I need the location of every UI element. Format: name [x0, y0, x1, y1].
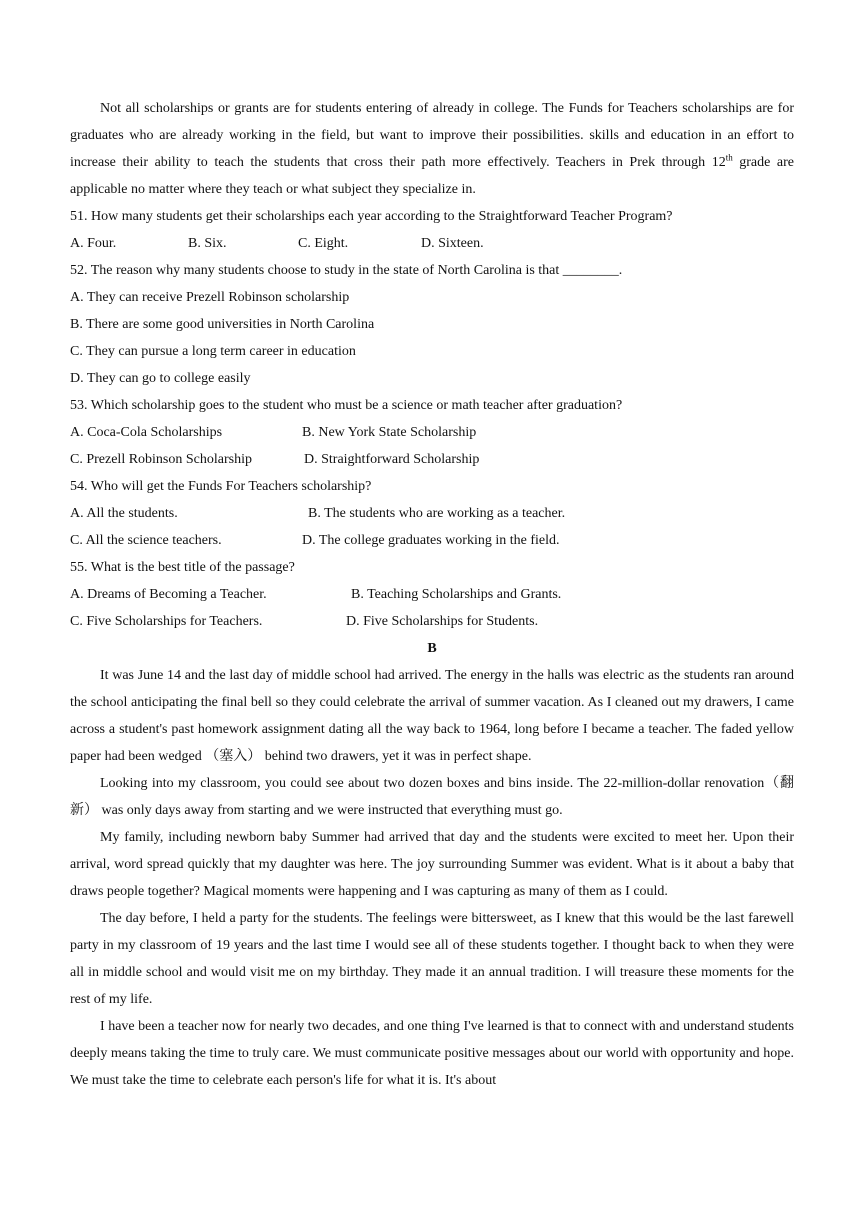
option-c: C. Prezell Robinson Scholarship	[70, 452, 252, 467]
option-row	[70, 608, 794, 635]
document-page	[70, 95, 794, 1094]
option-b: B. There are some good universities in North Carolina	[70, 317, 375, 332]
option-b: B. Six.	[188, 236, 227, 251]
option-a: A. Four.	[70, 236, 117, 251]
passage-paragraph: My family, including newborn baby Summer had arrived that day and the students were excited to meet her. Upon their arrival, word spread quickly that my daughter was here. The joy surrounding Summer was evident. What is it about a baby that draws people together? Magical moments were happening and I was capturing as many of them as I could.	[70, 830, 794, 899]
option-c: C. Five Scholarships for Teachers.	[70, 614, 263, 629]
option-row	[70, 419, 794, 446]
question-stem: 54. Who will get the Funds For Teachers scholarship?	[70, 479, 372, 494]
option-c: C. Eight.	[298, 236, 349, 251]
intro-paragraph	[70, 95, 794, 203]
option-row	[70, 500, 794, 527]
question-stem: 55. What is the best title of the passage?	[70, 560, 295, 575]
section-heading: B	[427, 641, 437, 656]
option-d: D. Sixteen.	[421, 236, 484, 251]
passage-paragraph: The day before, I held a party for the students. The feelings were bittersweet, as I knew that this would be the last farewell party in my classroom of 19 years and the last time I would see all of these students together. I thought back to when they were all in middle school and would visit me on my birthday. They made it an annual tradition. I will treasure these moments for the rest of my life.	[70, 911, 794, 1007]
option-row	[70, 230, 794, 257]
passage-paragraph: Looking into my classroom, you could see about two dozen boxes and bins inside. The 22-million-dollar renovation（翻新） was only days away from starting and we were instructed that everything must go.	[70, 776, 794, 818]
option-b: B. New York State Scholarship	[302, 425, 477, 440]
option-a: A. All the students.	[70, 506, 178, 521]
option-d: D. The college graduates working in the field.	[302, 533, 560, 548]
question-stem: 51. How many students get their scholarships each year according to the Straightforward Teacher Program?	[70, 209, 673, 224]
intro-text: Not all scholarships or grants are for students entering of already in college. The Funds for Teachers scholarships are for graduates who are already working in the field, but want to improve their possibilities. skills and education in an effort to increase their ability to teach the students that cross their path more effectively. Teachers in Prek through 12	[70, 101, 794, 170]
option-row	[70, 527, 794, 554]
option-b: B. Teaching Scholarships and Grants.	[351, 587, 562, 602]
question-stem: 53. Which scholarship goes to the student who must be a science or math teacher after graduation?	[70, 398, 623, 413]
option-a: A. Dreams of Becoming a Teacher.	[70, 587, 267, 602]
ordinal-suffix: th	[725, 152, 733, 163]
question-stem: 52. The reason why many students choose to study in the state of North Carolina is that ________.	[70, 263, 623, 278]
option-d: D. Straightforward Scholarship	[304, 452, 480, 467]
option-c: C. They can pursue a long term career in education	[70, 344, 356, 359]
option-d: D. They can go to college easily	[70, 371, 251, 386]
option-row	[70, 446, 794, 473]
option-c: C. All the science teachers.	[70, 533, 222, 548]
passage-paragraph: I have been a teacher now for nearly two decades, and one thing I've learned is that to connect with and understand students deeply means taking the time to truly care. We must communicate positive messages about our world with opportunity and hope. We must take the time to celebrate each person's life for what it is. It's about	[70, 1019, 794, 1088]
option-d: D. Five Scholarships for Students.	[346, 614, 539, 629]
passage-paragraph: It was June 14 and the last day of middle school had arrived. The energy in the halls was electric as the students ran around the school anticipating the final bell so they could celebrate the arrival of summer vacation. As I cleaned out my drawers, I came across a student's past homework assignment dating all the way back to 1964, long before I became a teacher. The faded yellow paper had been wedged （塞入） behind two drawers, yet it was in perfect shape.	[70, 668, 794, 764]
option-a: A. Coca-Cola Scholarships	[70, 425, 223, 440]
option-a: A. They can receive Prezell Robinson scholarship	[70, 290, 350, 305]
option-b: B. The students who are working as a teacher.	[308, 506, 566, 521]
option-row	[70, 581, 794, 608]
intro-text-end: grade are applicable no matter where they teach or what subject they specialize in.	[70, 155, 794, 197]
